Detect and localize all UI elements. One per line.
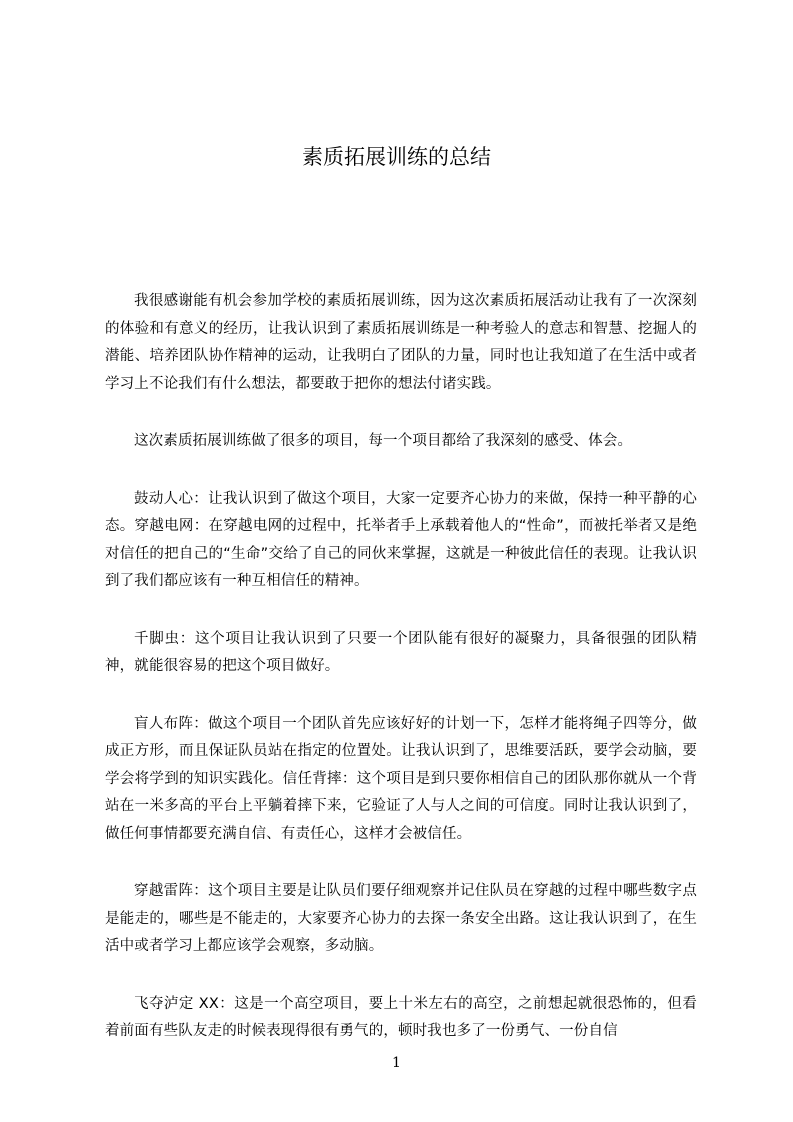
paragraph: 飞夺泸定 XX：这是一个高空项目，要上十米左右的高空，之前想起就很恐怖的，但看着前面有些队友走的时候表现得很有勇气的，顿时我也多了一份勇气、一份自信 xyxy=(105,995,697,1039)
paragraph: 鼓动人心：让我认识到了做这个项目，大家一定要齐心协力的来做，保持一种平静的心态。穿越电网：在穿越电网的过程中，托举者手上承载着他人的“性命”，而被托举者又是绝对信任的把自己的“生命”交给了自己的同伙来掌握，这就是一种彼此信任的表现。让我认识到了我们都应该有一种互相信任的精神。 xyxy=(105,490,697,589)
paragraph: 盲人布阵：做这个项目一个团队首先应该好好的计划一下，怎样才能将绳子四等分，做成正方形，而且保证队员站在指定的位置处。让我认识到了，思维要活跃，要学会动脑，要学会将学到的知识实践化。信任背摔：这个项目是到只要你相信自己的团队那你就从一个背站在一米多高的平台上平躺着摔下来，它验证了人与人之间的可信度。同时让我认识到了，做任何事情都要充满自信、有责任心，这样才会被信任。 xyxy=(105,715,697,842)
paragraph: 千脚虫：这个项目让我认识到了只要一个团队能有很好的凝聚力，具备很强的团队精神，就能很容易的把这个项目做好。 xyxy=(105,630,697,674)
paragraph: 穿越雷阵：这个项目主要是让队员们要仔细观察并记住队员在穿越的过程中哪些数字点是能走的，哪些是不能走的，大家要齐心协力的去探一条安全出路。这让我认识到了，在生活中或者学习上都应该学会观察，多动脑。 xyxy=(105,883,697,954)
paragraph: 我很感谢能有机会参加学校的素质拓展训练，因为这次素质拓展活动让我有了一次深刻的体验和有意义的经历，让我认识到了素质拓展训练是一种考验人的意志和智慧、挖掘人的潜能、培养团队协作精神的运动，让我明白了团队的力量，同时也让我知道了在生活中或者学习上不论我们有什么想法，都要敢于把你的想法付诸实践。 xyxy=(105,293,697,392)
page-number: 1 xyxy=(392,1055,401,1071)
document-title: 素质拓展训练的总结 xyxy=(302,145,491,169)
paragraph: 这次素质拓展训练做了很多的项目，每一个项目都给了我深刻的感受、体会。 xyxy=(134,433,633,449)
document-body xyxy=(105,288,697,1076)
